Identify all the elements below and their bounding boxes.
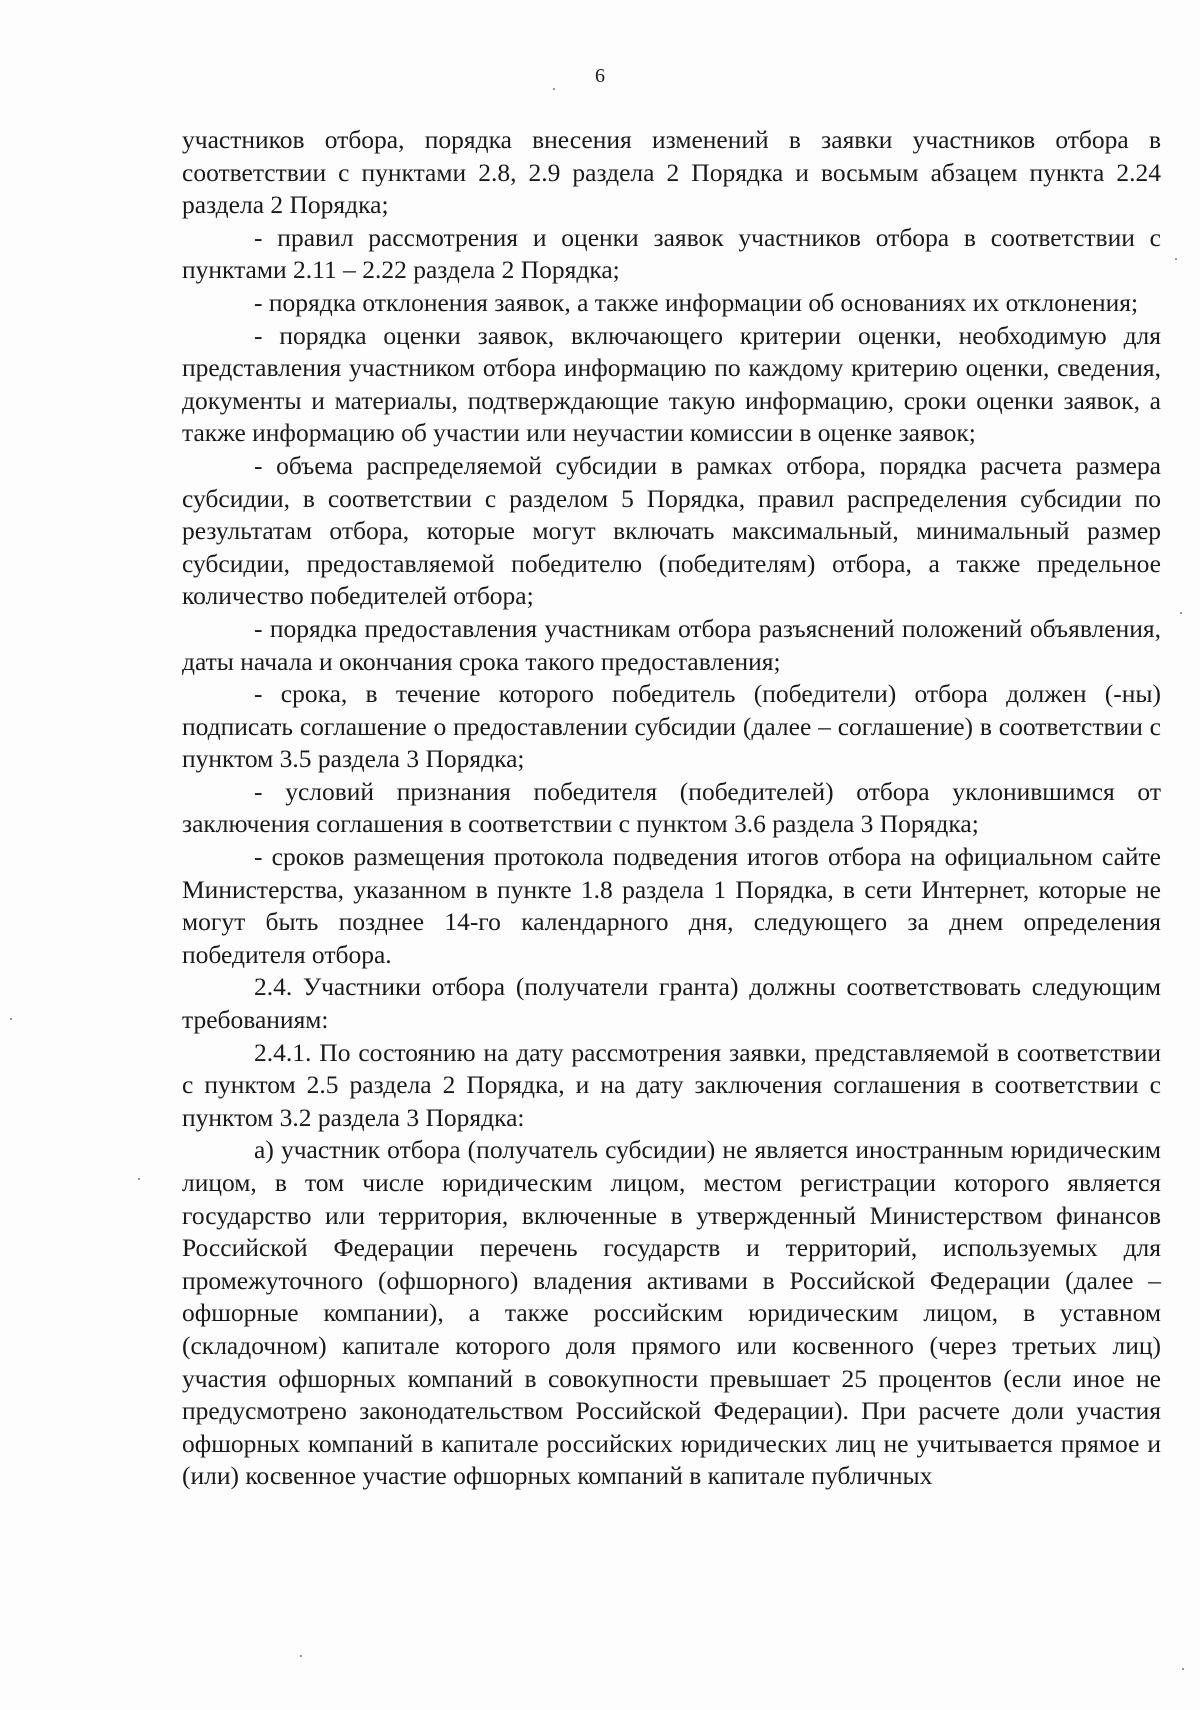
list-item-protocol-deadlines: - сроков размещения протокола подведения итогов отбора на официальном сайте Министерства, указанном в пункте 1.8 раздела 1 Порядка, в сети Интернет, которые не могут быть позднее 14-го календарного дня, следующего за днем определения победителя отбора. — [182, 842, 1161, 969]
document-body — [182, 124, 1161, 1493]
list-item-evaluation-procedure: - порядка оценки заявок, включающего критерии оценки, необходимую для представления участником отбора информацию по каждому критерию оценки, сведения, документы и материалы, подтверждающие такую информацию, сроки оценки заявок, а также информацию об участии или неучастии комиссии в оценке заявок; — [182, 320, 1161, 448]
scan-speck — [553, 88, 555, 90]
scan-speck — [10, 1018, 12, 1020]
scan-speck — [300, 1655, 302, 1657]
clause-2-4-1-a: а) участник отбора (получатель субсидии) не является иностранным юридическим лицом, в том числе юридическим лицом, местом регистрации которого является государство или территория, включенные в утвержденный Министерством финансов Российской Федерации перечень государств и территорий, используемых для промежуточного (офшорного) владения активами в Российской Федерации (далее – офшорные компании), а также российским юридическим лицом, в уставном (складочном) капитале которого доля прямого или косвенного (через третьих лиц) участия офшорных компаний в совокупности превышает 25 процентов (если иное не предусмотрено законодательством Российской Федерации). При расчете доли участия офшорных компаний в капитале российских юридических лиц не учитывается прямое и (или) косвенное участие офшорных компаний в капитале публичных — [182, 1135, 1161, 1491]
paragraph-continuation: участников отбора, порядка внесения изменений в заявки участников отбора в соответствии с пунктами 2.8, 2.9 раздела 2 Порядка и восьмым абзацем пункта 2.24 раздела 2 Порядка; — [182, 125, 1161, 220]
clause-2-4: 2.4. Участники отбора (получатели гранта) должны соответствовать следующим требованиям: — [182, 972, 1161, 1035]
scan-speck — [1175, 258, 1177, 260]
scan-speck — [1180, 612, 1182, 614]
list-item-clarifications: - порядка предоставления участникам отбора разъяснений положений объявления, даты начала и окончания срока такого предоставления; — [182, 613, 1161, 676]
list-item-review-rules: - правил рассмотрения и оценки заявок участников отбора в соответствии с пунктами 2.11 – 2.22 раздела 2 Порядка; — [182, 222, 1161, 285]
list-item-signing-deadline: - срока, в течение которого победитель (победители) отбора должен (-ны) подписать соглашение о предоставлении субсидии (далее – соглашение) в соответствии с пунктом 3.5 раздела 3 Порядка; — [182, 679, 1161, 774]
page-number: 6 — [595, 65, 605, 87]
clause-2-4-1: 2.4.1. По состоянию на дату рассмотрения заявки, представляемой в соответствии с пунктом 2.5 раздела 2 Порядка, и на дату заключения соглашения в соответствии с пунктом 3.2 раздела 3 Порядка: — [182, 1037, 1161, 1132]
scan-speck — [138, 1178, 140, 1180]
scan-speck — [1182, 1668, 1184, 1670]
list-item-evasion-conditions: - условий признания победителя (победителей) отбора уклонившимся от заключения соглашения в соответствии с пунктом 3.6 раздела 3 Порядка; — [182, 776, 1161, 839]
list-item-rejection-procedure: - порядка отклонения заявок, а также информации об основаниях их отклонения; — [254, 287, 1139, 317]
list-item-subsidy-volume: - объема распределяемой субсидии в рамках отбора, порядка расчета размера субсидии, в соответствии с разделом 5 Порядка, правил распределения субсидии по результатам отбора, которые могут включать максимальный, минимальный размер субсидии, предоставляемой победителю (победителям) отбора, а также предельное количество победителей отбора; — [182, 450, 1161, 611]
